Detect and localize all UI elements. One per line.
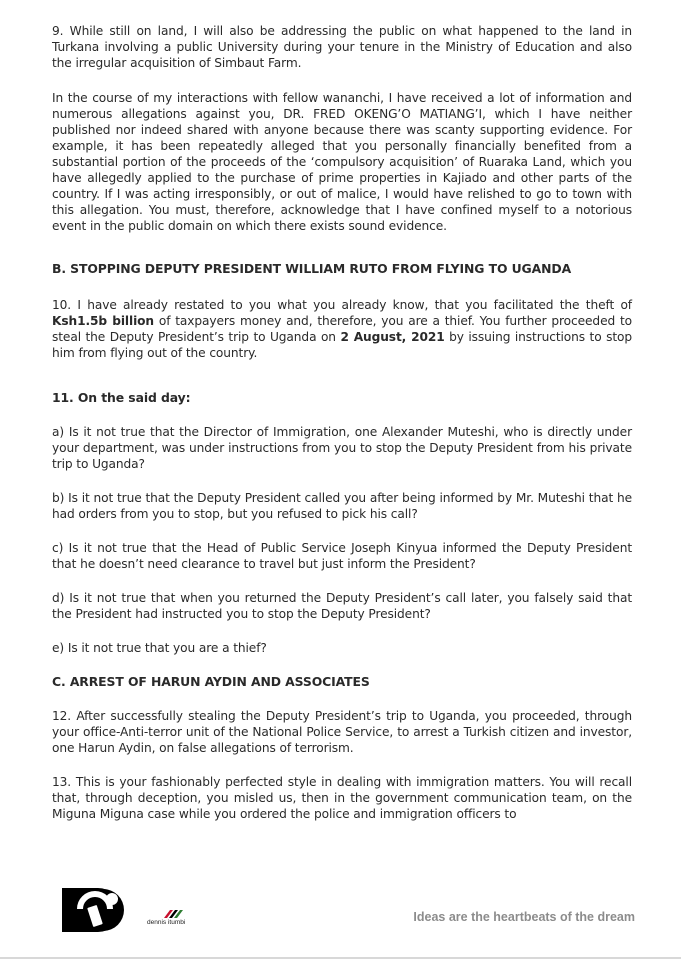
paragraph-10-text-2: of taxpayers money and, therefore, you are a thief. You further proceeded to steal the Deputy President’s trip to Uganda on xyxy=(52,314,632,344)
question-b: b) Is it not true that the Deputy President called you after being informed by Mr. Muteshi that he had orders from you to stop, but you refused to pick his call? xyxy=(52,491,632,521)
di-logo-icon xyxy=(58,882,218,932)
paragraph-10 xyxy=(52,297,632,361)
section-heading-c: C. ARREST OF HARUN AYDIN AND ASSOCIATES xyxy=(52,674,370,689)
kenya-flag-icon xyxy=(164,910,183,918)
page-footer xyxy=(0,870,681,960)
paragraph-13: 13. This is your fashionably perfected style in dealing with immigration matters. You will recall that, through deception, you misled us, then in the government communication team, on the Miguna Miguna case while you ordered the police and immigration officers to xyxy=(52,775,632,821)
heading-11: 11. On the said day: xyxy=(52,390,191,405)
paragraph-10-text-1: 10. I have already restated to you what you already know, that you facilitated the theft of xyxy=(52,298,632,312)
paragraph-12: 12. After successfully stealing the Deputy President’s trip to Uganda, you proceeded, through your office-Anti-terror unit of the National Police Service, to arrest a Turkish citizen and investor, one Harun Aydin, on false allegations of terrorism. xyxy=(52,709,632,755)
paragraph-10-date: 2 August, 2021 xyxy=(340,330,445,344)
paragraph-9: 9. While still on land, I will also be addressing the public on what happened to the land in Turkana involving a public University during your tenure in the Ministry of Education and also the irregular acquisition of Simbaut Farm. xyxy=(52,24,632,70)
question-d: d) Is it not true that when you returned the Deputy President’s call later, you falsely said that the President had instructed you to stop the Deputy President? xyxy=(52,591,632,621)
section-heading-b: B. STOPPING DEPUTY PRESIDENT WILLIAM RUTO FROM FLYING TO UGANDA xyxy=(52,261,572,276)
footer-tagline: Ideas are the heartbeats of the dream xyxy=(413,910,635,924)
question-a: a) Is it not true that the Director of Immigration, one Alexander Muteshi, who is directly under your department, was under instructions from you to stop the Deputy President from his private trip to Uganda? xyxy=(52,425,632,471)
paragraph-10-amount: Ksh1.5b billion xyxy=(52,314,154,328)
document-body xyxy=(52,23,632,822)
brand-logo xyxy=(58,882,218,932)
question-c: c) Is it not true that the Head of Public Service Joseph Kinyua informed the Deputy President that he doesn’t need clearance to travel but just inform the President? xyxy=(52,541,632,571)
footer-divider xyxy=(0,957,681,959)
paragraph-allegations: In the course of my interactions with fellow wananchi, I have received a lot of information and numerous allegations against you, DR. FRED OKENG’O MATIANG’I, which I have neither published nor indeed shared with anyone because there was scanty supporting evidence. For example, it has been repeatedly alleged that you personally financially benefited from a substantial portion of the proceeds of the ‘compulsory acquisition’ of Ruaraka Land, which you have allegedly applied to the purchase of prime properties in Kajiado and other parts of the country. If I was acting irresponsibly, or out of malice, I would have relished to go to town with this allegation. You must, therefore, acknowledge that I have confined myself to a notorious event in the public domain on which there exists sound evidence. xyxy=(52,91,632,233)
logo-caption: dennis itumbi xyxy=(147,919,186,926)
paragraph-10-text-3: by issuing instructions to stop him from flying out of the country. xyxy=(52,330,632,360)
question-e: e) Is it not true that you are a thief? xyxy=(52,641,267,655)
